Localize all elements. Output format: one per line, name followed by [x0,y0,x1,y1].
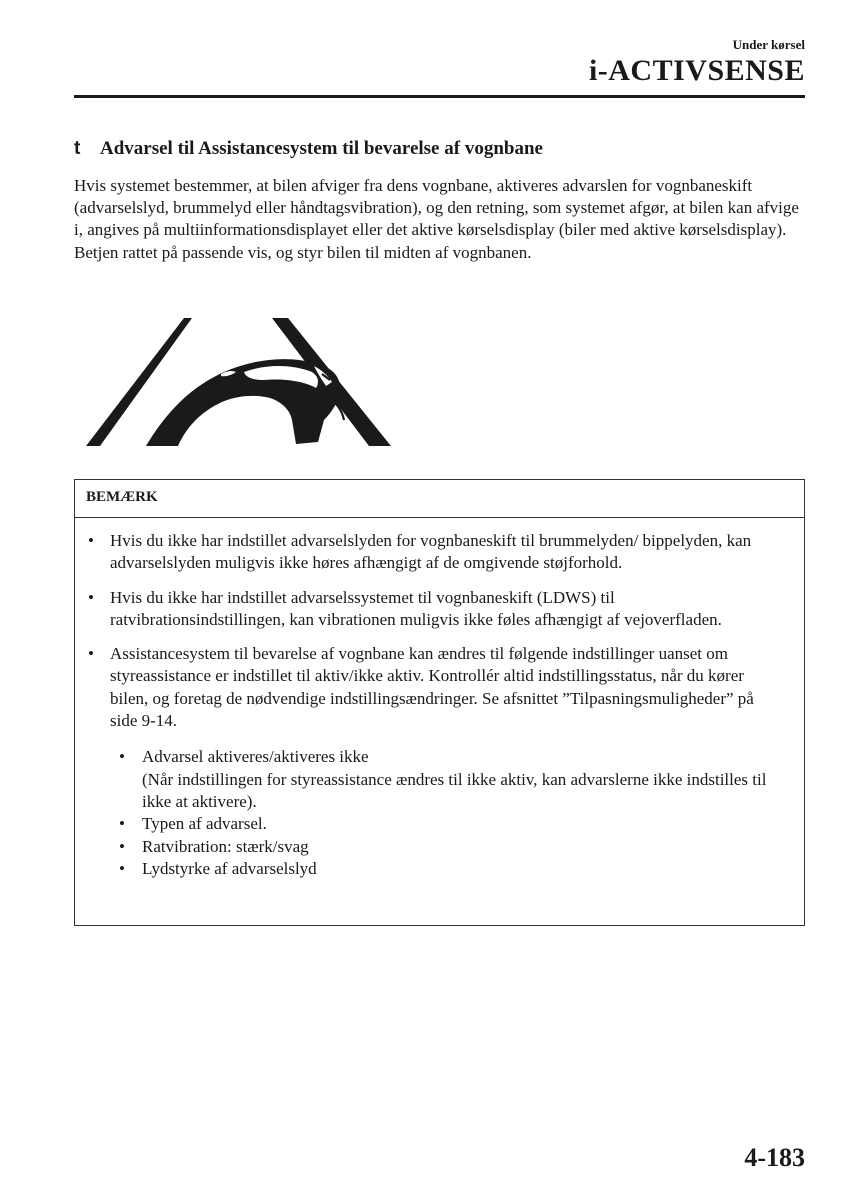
setting-option-detail: (Når indstillingen for styreassistance ændres til ikke aktiv, kan advarslerne ikke indstilles til ikke at aktivere). [142,769,767,811]
heading-text: Advarsel til Assistancesystem til bevarelse af vognbane [100,138,543,159]
bullet-glyph: • [119,858,125,878]
heading-marker: t [74,138,81,159]
setting-option [86,836,784,858]
note-item [86,587,784,632]
setting-option [86,746,784,813]
bullet-glyph: • [88,644,94,664]
bullet-glyph: • [88,587,94,607]
note-title: BEMÆRK [75,480,804,518]
body-paragraph: Hvis systemet bestemmer, at bilen afviger fra dens vognbane, aktiveres advarslen for vognbaneskift (advarselslyd, brummelyd eller håndtagsvibration), og den retning, som systemet afgør, at bilen kan afvige i, angives på multiinformationsdisplayet eller det aktive kørselsdisplay (biler med aktive kørselsdisplay). Betjen rattet på passende vis, og styr bilen til midten af vognbanen. [74,176,799,262]
section-heading [74,138,543,160]
note-item [86,530,784,575]
setting-options-list [86,746,784,880]
bullet-glyph: • [119,836,125,856]
header-divider [74,95,805,98]
note-item-text: Hvis du ikke har indstillet advarselssystemet til vognbaneskift (LDWS) til ratvibrationsindstillingen, kan vibrationen muligvis ikke føles afhængigt af vejoverfladen. [110,587,722,629]
note-body [75,518,804,880]
section-title: i-ACTIVSENSE [588,54,805,87]
lane-departure-car-icon [86,316,396,448]
setting-option [86,813,784,835]
car-silhouette [146,359,340,446]
bullet-glyph: • [88,531,94,550]
note-box [74,479,805,926]
note-item-text: Assistancesystem til bevarelse af vognbane kan ændres til følgende indstillinger uanset om styreassistance er indstillet til aktiv/ikke aktiv. Kontrollér altid indstillingsstatus, når du kører bilen, og foretag de nødvendige indstillingsændringer. Se afsnittet ”Tilpasningsmuligheder” på side 9-14. [110,644,754,731]
note-item-text: Hvis du ikke har indstillet advarselslyden for vognbaneskift til brummelyden/ bippelyden, kan advarselslyden muligvis ikke høres afhængigt af de omgivende støjforhold. [110,531,752,573]
bullet-glyph: • [119,814,125,834]
bullet-glyph: • [119,747,125,767]
setting-option-label: Typen af advarsel. [142,814,267,834]
page-number: 4-183 [744,1143,805,1172]
chapter-label: Under kørsel [732,37,805,52]
setting-option [86,858,784,880]
setting-option-label: Lydstyrke af advarselslyd [142,858,317,878]
setting-option-label: Ratvibration: stærk/svag [142,836,309,856]
setting-option-label: Advarsel aktiveres/aktiveres ikke [142,747,369,767]
note-item [86,643,784,732]
